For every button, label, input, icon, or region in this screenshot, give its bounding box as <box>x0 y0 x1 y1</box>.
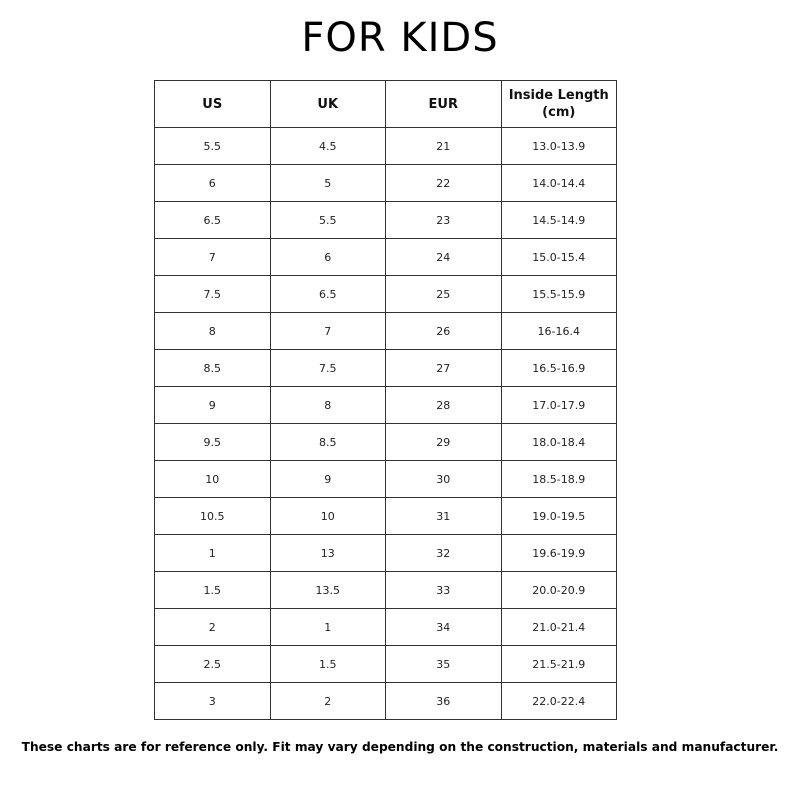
us-size-cell: 6.5 <box>155 202 271 239</box>
inside-length-cell: 16.5-16.9 <box>501 350 617 387</box>
header-inside-length-label: Inside Length <box>508 88 609 103</box>
us-size-cell: 1.5 <box>155 572 271 609</box>
header-inside-length-unit: (cm) <box>542 105 576 120</box>
us-size-cell: 10.5 <box>155 498 271 535</box>
table-row <box>155 313 617 350</box>
inside-length-cell: 21.0-21.4 <box>501 609 617 646</box>
uk-size-cell: 8.5 <box>270 424 386 461</box>
inside-length-cell: 13.0-13.9 <box>501 128 617 165</box>
inside-length-cell: 14.5-14.9 <box>501 202 617 239</box>
page-title: FOR KIDS <box>301 15 499 61</box>
us-size-cell: 2.5 <box>155 646 271 683</box>
inside-length-cell: 16-16.4 <box>501 313 617 350</box>
us-size-cell: 9.5 <box>155 424 271 461</box>
eur-size-cell: 21 <box>386 128 502 165</box>
inside-length-cell: 15.5-15.9 <box>501 276 617 313</box>
disclaimer-note: These charts are for reference only. Fit may vary depending on the construction, materials and manufacturer. <box>21 740 779 754</box>
us-size-cell: 6 <box>155 165 271 202</box>
us-size-cell: 3 <box>155 683 271 720</box>
uk-size-cell: 7 <box>270 313 386 350</box>
eur-size-cell: 32 <box>386 535 502 572</box>
us-size-cell: 8 <box>155 313 271 350</box>
eur-size-cell: 34 <box>386 609 502 646</box>
table-row <box>155 572 617 609</box>
uk-size-cell: 6 <box>270 239 386 276</box>
table-row <box>155 202 617 239</box>
eur-size-cell: 28 <box>386 387 502 424</box>
inside-length-cell: 18.0-18.4 <box>501 424 617 461</box>
us-size-cell: 1 <box>155 535 271 572</box>
uk-size-cell: 13.5 <box>270 572 386 609</box>
inside-length-cell: 17.0-17.9 <box>501 387 617 424</box>
eur-size-cell: 27 <box>386 350 502 387</box>
us-size-cell: 2 <box>155 609 271 646</box>
eur-size-cell: 29 <box>386 424 502 461</box>
header-uk: UK <box>270 81 386 128</box>
us-size-cell: 5.5 <box>155 128 271 165</box>
table-row <box>155 424 617 461</box>
eur-size-cell: 24 <box>386 239 502 276</box>
size-chart-table <box>154 80 617 720</box>
eur-size-cell: 23 <box>386 202 502 239</box>
uk-size-cell: 5.5 <box>270 202 386 239</box>
uk-size-cell: 5 <box>270 165 386 202</box>
uk-size-cell: 4.5 <box>270 128 386 165</box>
header-inside-length <box>501 81 617 128</box>
eur-size-cell: 33 <box>386 572 502 609</box>
header-us: US <box>155 81 271 128</box>
table-row <box>155 239 617 276</box>
table-row <box>155 683 617 720</box>
table-row <box>155 535 617 572</box>
table-header-row <box>155 81 617 128</box>
header-eur: EUR <box>386 81 502 128</box>
table-row <box>155 128 617 165</box>
table-row <box>155 276 617 313</box>
us-size-cell: 10 <box>155 461 271 498</box>
table-row <box>155 165 617 202</box>
inside-length-cell: 19.0-19.5 <box>501 498 617 535</box>
eur-size-cell: 30 <box>386 461 502 498</box>
table-row <box>155 609 617 646</box>
inside-length-cell: 18.5-18.9 <box>501 461 617 498</box>
eur-size-cell: 36 <box>386 683 502 720</box>
inside-length-cell: 22.0-22.4 <box>501 683 617 720</box>
table-row <box>155 498 617 535</box>
uk-size-cell: 9 <box>270 461 386 498</box>
table-row <box>155 387 617 424</box>
uk-size-cell: 2 <box>270 683 386 720</box>
uk-size-cell: 10 <box>270 498 386 535</box>
uk-size-cell: 7.5 <box>270 350 386 387</box>
inside-length-cell: 15.0-15.4 <box>501 239 617 276</box>
uk-size-cell: 8 <box>270 387 386 424</box>
us-size-cell: 7 <box>155 239 271 276</box>
table-body <box>155 128 617 720</box>
eur-size-cell: 22 <box>386 165 502 202</box>
inside-length-cell: 14.0-14.4 <box>501 165 617 202</box>
eur-size-cell: 35 <box>386 646 502 683</box>
eur-size-cell: 31 <box>386 498 502 535</box>
table-row <box>155 646 617 683</box>
eur-size-cell: 25 <box>386 276 502 313</box>
uk-size-cell: 1 <box>270 609 386 646</box>
us-size-cell: 7.5 <box>155 276 271 313</box>
table-row <box>155 461 617 498</box>
table-row <box>155 350 617 387</box>
uk-size-cell: 1.5 <box>270 646 386 683</box>
eur-size-cell: 26 <box>386 313 502 350</box>
uk-size-cell: 13 <box>270 535 386 572</box>
inside-length-cell: 19.6-19.9 <box>501 535 617 572</box>
us-size-cell: 8.5 <box>155 350 271 387</box>
inside-length-cell: 21.5-21.9 <box>501 646 617 683</box>
us-size-cell: 9 <box>155 387 271 424</box>
inside-length-cell: 20.0-20.9 <box>501 572 617 609</box>
uk-size-cell: 6.5 <box>270 276 386 313</box>
